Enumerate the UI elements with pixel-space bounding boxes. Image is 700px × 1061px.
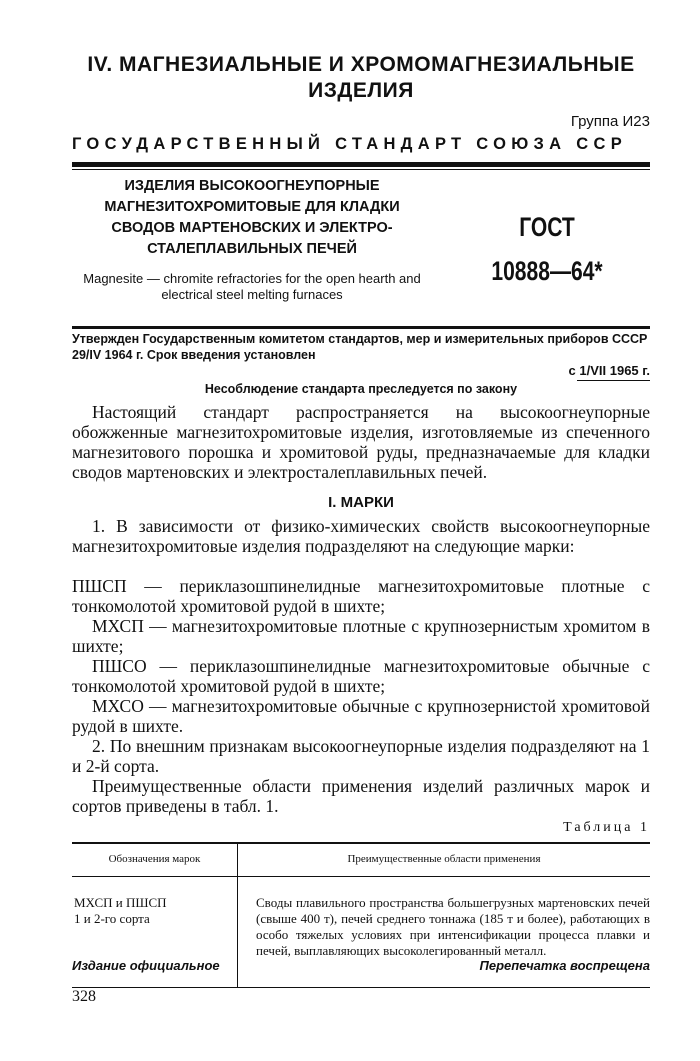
sorts-paragraph: 2. По внешним признакам высокоогнеупорные изделия подразделяют на 1 и 2-й сорта. (72, 736, 650, 776)
gost-designation (467, 210, 627, 288)
legal-notice: Несоблюдение стандарта преследуется по закону (204, 382, 518, 396)
table-cell-grade-line: 1 и 2-го сорта (74, 911, 150, 926)
grade-item-pshsp: ПШСП — периклазошпинелидные магнезитохромитовые плотные с тонкомолотой хромитовой рудой в шихте; (72, 576, 650, 616)
group-code: Группа И23 (570, 113, 650, 130)
table-cell-usage: Своды плавильного пространства большегрузных мартеновских печей (свыше 400 т), печей среднего тоннажа (185 т и более), работающих в особо тяжелых условиях при интенсификации процесса плавки и печей, выплавляющих высоколегированный металл. (256, 895, 650, 958)
table-header-row (72, 844, 650, 877)
footer-reprint-notice: Перепечатка воспрещена (479, 958, 650, 973)
grade-item-pshso: ПШСО — периклазошпинелидные магнезитохромитовые обычные с тонкомолотой хромитовой рудой в шихте; (72, 656, 650, 696)
table-header-grade: Обозначения марок (108, 853, 201, 865)
effective-date: с 1/VII 1965 г. (568, 363, 650, 378)
header-thick-rule (72, 162, 650, 167)
footer-official-edition: Издание официальное (72, 958, 220, 973)
intro-paragraph: Настоящий стандарт распространяется на высокоогнеупорные обожженные магнезитохромитовые изделия, изготовляемые из спеченного магнезитового порошка и хромитовой руды, предназначаемые для кладки сводов мартеновских и электросталеплавильных печей. (72, 402, 650, 482)
document-title-en: Magnesite — chromite refractories for the open hearth and electrical steel melting furnaces (83, 271, 421, 302)
title-block-rule (72, 326, 650, 329)
grade-item-mhso: МХСО — магнезитохромитовые обычные с крупнозернистой хромитовой рудой в шихте. (72, 696, 650, 736)
table-header-usage: Преимущественные области применения (347, 853, 541, 865)
effective-date-underline (577, 380, 650, 381)
gost-number: 10888—64* (491, 256, 603, 286)
approval-statement: Утвержден Государственным комитетом стандартов, мер и измерительных приборов СССР 29/IV 1964 г. Срок введения установлен (72, 332, 648, 362)
page-number: 328 (72, 988, 96, 1005)
table-cell-grade (74, 895, 234, 927)
header-thin-rule (72, 169, 650, 170)
grade-item-mhsp: МХСП — магнезитохромитовые плотные с крупнозернистым хромитом в шихте; (72, 616, 650, 656)
gost-label: ГОСТ (519, 212, 575, 242)
table-cell-grade-line: МХСП и ПШСП (74, 895, 167, 910)
section-title: IV. МАГНЕЗИАЛЬНЫЕ И ХРОМОМАГНЕЗИАЛЬНЫЕ ИЗДЕЛИЯ (87, 53, 635, 102)
section-heading-grades: I. МАРКИ (328, 494, 394, 511)
document-title-ru: ИЗДЕЛИЯ ВЫСОКООГНЕУПОРНЫЕ МАГНЕЗИТОХРОМИТОВЫЕ ДЛЯ КЛАДКИ СВОДОВ МАРТЕНОВСКИХ И ЭЛЕКТРО- СТАЛЕПЛАВИЛЬНЫХ ПЕЧЕЙ (104, 178, 400, 257)
application-paragraph: Преимущественные области применения изделий различных марок и сортов приведены в табл. 1. (72, 776, 650, 816)
state-standard-heading: ГОСУДАРСТВЕННЫЙ СТАНДАРТ СОЮЗА ССР (72, 135, 628, 153)
table-label: Таблица 1 (563, 820, 650, 835)
grades-paragraph: 1. В зависимости от физико-химических свойств высокоогнеупорные магнезитохромитовые изделия подразделяют на следующие марки: (72, 516, 650, 556)
